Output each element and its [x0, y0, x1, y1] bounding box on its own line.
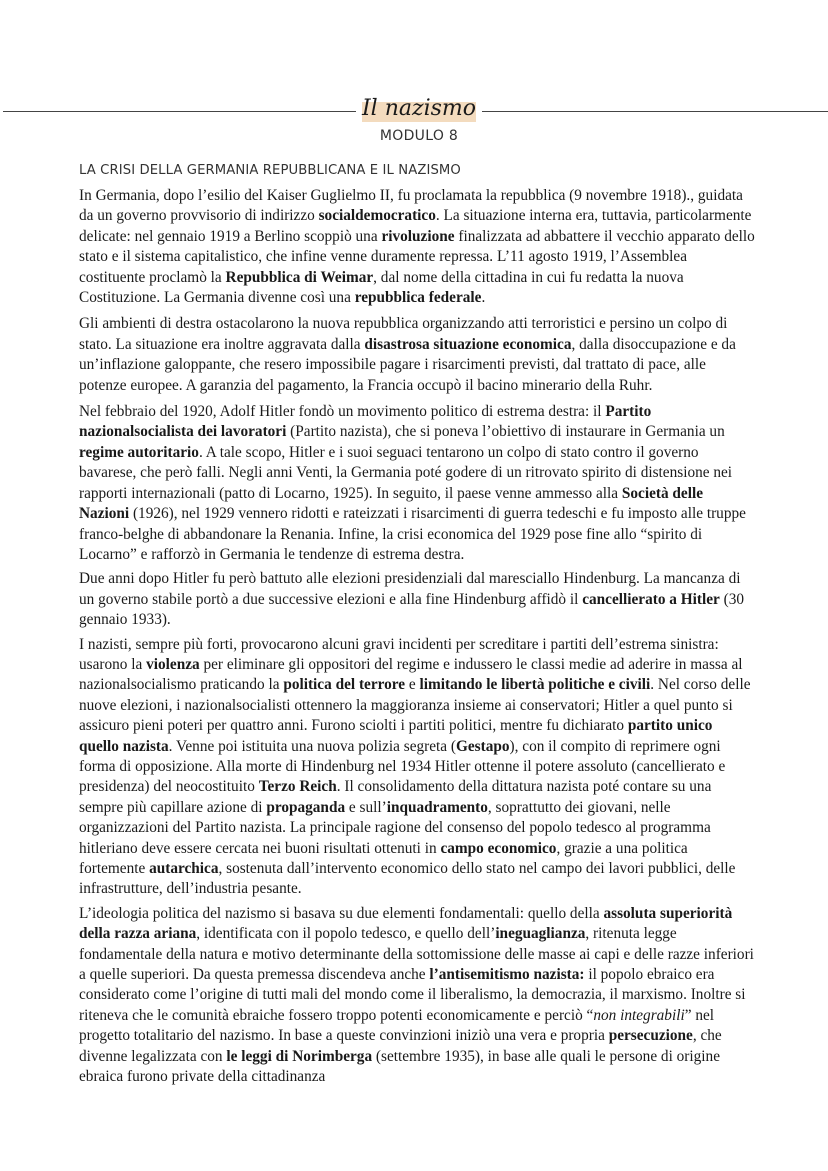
bold-term: violenza: [146, 655, 200, 673]
text-run: I nazisti, sempre più forti, provocarono alcuni gravi incidenti per screditare i partiti dell’estrema sinistra: usarono la: [79, 635, 719, 673]
bold-term: Repubblica di Weimar: [225, 268, 374, 286]
text-run: , identificata con il popolo tedesco, e quello dell’: [196, 925, 496, 943]
text-run: . Nel corso delle nuove elezioni, i nazionalsocialisti ottennero la maggioranza insieme ai conservatori; Hitler a quel punto si assicuro pieni poteri per quattro anni. Furono sciolti i partiti politici, mentre fu dichiarato: [79, 676, 751, 735]
text-run: .: [481, 289, 486, 307]
bold-term: Società delle Nazioni: [79, 484, 704, 523]
bold-term: propaganda: [266, 798, 346, 816]
text-run: . Il consolidamento della dittatura nazista poté contare su una sempre più capillare azione di: [79, 778, 712, 816]
text-run: Nel febbraio del 1920, Adolf Hitler fondò un movimento politico di estrema destra: il: [79, 403, 606, 421]
text-run: , dal nome della cittadina in cui fu redatta la nuova Costituzione. La Germania divenne così una: [79, 268, 684, 307]
text-run: , ritenuta legge fondamentale della natura e motivo determinante della sottomissione delle masse ai capi e delle razze inferiori a quelle superiori. Da questa premessa discendeva anche: [79, 925, 754, 984]
italic-term: non integrabili: [593, 1006, 685, 1024]
bold-term: politica del terrore: [283, 676, 406, 694]
text-run: per eliminare gli oppositori del regime e indussero le classi medie ad aderire in massa al nazionalsocialismo praticando la: [79, 655, 743, 694]
paragraph: [79, 635, 755, 900]
document-body: [79, 186, 755, 1093]
page-header: [0, 94, 828, 154]
text-run: , dalla disoccupazione e da un’inflazione galoppante, che resero impossibile pagare i risarcimenti previsti, dal trattato di pace, alle potenze europee. A garanzia del pagamento, la Francia occupò il bacino minerario della Ruhr.: [79, 335, 736, 394]
text-run: (settembre 1935), in base alle quali le persone di origine ebraica furono private della cittadinanza: [79, 1047, 720, 1086]
text-run: (1926), nel 1929 vennero ridotti e rateizzati i risarcimenti di guerra tedeschi e fu imposto alle truppe franco-belghe di abbandonare la Renania. Infine, la crisi economica del 1929 pose fine allo “spirito di Locarno” e rafforzò in Germania le tendenze di estrema destra.: [79, 505, 746, 563]
text-run: . Venne poi istituita una nuova polizia segreta (: [168, 737, 456, 755]
bold-term: l’antisemitismo nazista:: [429, 966, 585, 984]
text-run: L’ideologia politica del nazismo si basava su due elementi fondamentali: quello della: [79, 904, 604, 922]
text-run: (30 gennaio 1933).: [79, 590, 745, 629]
bold-term: repubblica federale: [354, 289, 482, 307]
text-run: Due anni dopo Hitler fu però battuto alle elezioni presidenziali dal maresciallo Hindenburg. La mancanza di un governo stabile portò a due successive elezioni e alla fine Hindenburg affidò il: [79, 570, 741, 608]
bold-term: partito unico quello nazista: [79, 717, 713, 755]
bold-term: le leggi di Norimberga: [226, 1047, 373, 1065]
text-run: , grazie a una politica fortemente: [79, 839, 688, 877]
bold-term: limitando le libertà politiche e civili: [419, 676, 651, 694]
text-run: (Partito nazista), che si poneva l’obiettivo di instaurare in Germania un: [286, 423, 725, 441]
bold-term: cancellierato a Hitler: [582, 590, 720, 608]
text-run: e: [405, 676, 420, 694]
text-run: ), con il compito di reprimere ogni forma di opposizione. Alla morte di Hindenburg nel 1934 Hitler ottenne il potere assoluto (cancellierato e presidenza) del neocostituito: [79, 737, 726, 796]
text-run: , sostenuta dall’intervento economico dello stato nel campo dei lavori pubblici, delle infrastrutture, dell’industria pesante.: [79, 860, 736, 898]
section-title: LA CRISI DELLA GERMANIA REPUBBLICANA E IL NAZISMO: [79, 163, 461, 178]
bold-term: regime autoritario: [79, 443, 199, 461]
bold-term: disastrosa situazione economica: [364, 335, 572, 353]
paragraph: [79, 314, 755, 396]
bold-term: persecuzione: [608, 1027, 693, 1045]
header-rule-left: [3, 111, 356, 112]
text-run: . La situazione interna era, tuttavia, particolarmente delicate: nel gennaio 1919 a Berlino scoppiò una: [79, 207, 752, 245]
paragraph: [79, 569, 755, 630]
paragraph: [79, 186, 755, 308]
text-run: ” nel progetto totalitario del nazismo. In base a queste convinzioni iniziò una vera e propria: [79, 1006, 715, 1045]
bold-term: rivoluzione: [381, 227, 455, 245]
bold-term: assoluta superiorità della razza ariana: [79, 904, 733, 943]
text-run: e sull’: [345, 798, 387, 816]
bold-term: autarchica: [149, 860, 219, 877]
text-run: , soprattutto dei giovani, nelle organizzazioni del Partito nazista. La principale ragione del consenso del popolo tedesco al programma hitleriano deve essere cercata nei buoni risultati ottenuti in: [79, 798, 711, 857]
bold-term: ineguaglianza: [495, 925, 586, 943]
header-rule-right: [482, 111, 828, 112]
text-run: . A tale scopo, Hitler e i suoi seguaci tentarono un colpo di stato contro il governo bavarese, che però falli. Negli anni Venti, la Germania poté godere di un ritrovato spirito di distensione nei rapporti internazionali (patto di Locarno, 1925). In seguito, il paese venne ammesso alla: [79, 443, 733, 502]
text-run: , che divenne legalizzata con: [79, 1027, 722, 1065]
bold-term: inquadramento: [386, 798, 488, 816]
text-run: Gli ambienti di destra ostacolarono la nuova repubblica organizzando atti terroristici e persino un colpo di stato. La situazione era inoltre aggravata dalla: [79, 315, 728, 353]
text-run: finalizzata ad abbattere il vecchio apparato dello stato e il sistema capitalistico, che infine venne duramente repressa. L’11 agosto 1919, l’Assemblea costituente proclamò la: [79, 227, 755, 286]
bold-term: Terzo Reich: [258, 778, 337, 796]
bold-term: Gestapo: [455, 737, 510, 755]
page-title: Il nazismo: [361, 96, 477, 121]
bold-term: campo economico: [440, 839, 557, 857]
text-run: il popolo ebraico era considerato come l’origine di tutti mali del mondo come il liberalismo, la democrazia, il marxismo. Inoltre si riteneva che le comunità ebraiche fossero troppo potenti economicamente e perciò “: [79, 966, 746, 1024]
module-label: MODULO 8: [379, 128, 459, 144]
bold-term: Partito nazionalsocialista dei lavoratori: [79, 403, 652, 441]
text-run: In Germania, dopo l’esilio del Kaiser Guglielmo II, fu proclamata la repubblica (9 novembre 1918)., guidata da un governo provvisorio di indirizzo: [79, 187, 743, 225]
paragraph: [79, 904, 755, 1088]
bold-term: socialdemocratico: [318, 207, 436, 225]
paragraph: [79, 402, 755, 565]
